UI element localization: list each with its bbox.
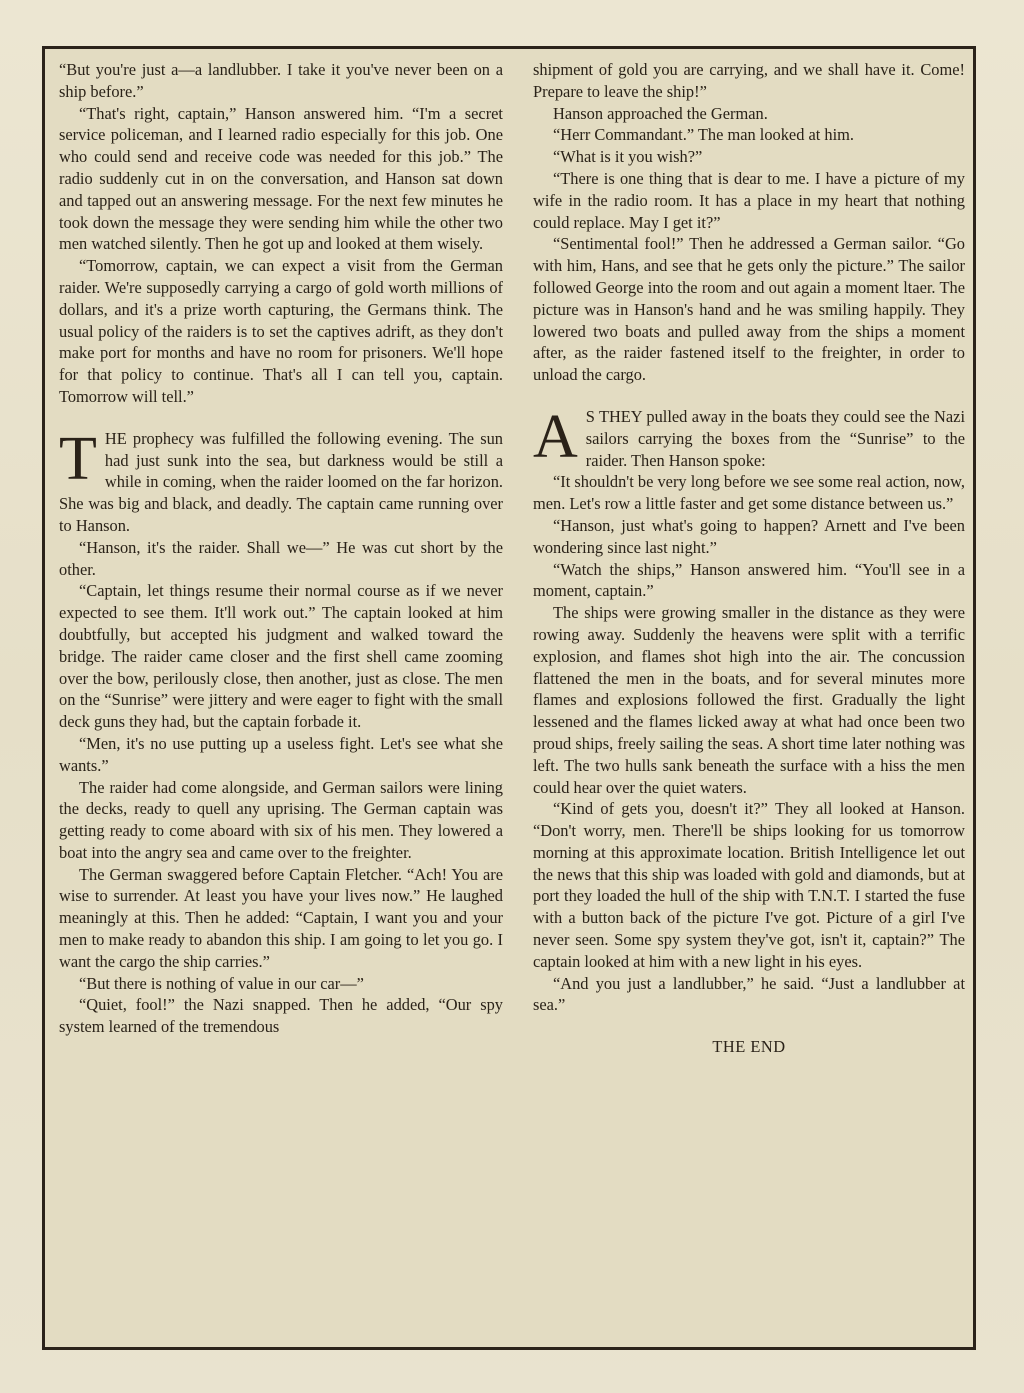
paragraph: “Kind of gets you, doesn't it?” They all looked at Hanson. “Don't worry, men. There'll be ships looking for us tomorrow morning at this approximate location. British Intelligence let out the news that this ship was loaded with gold and diamonds, but at port they loaded the hull of the ship with T.N.T. I started the fuse with a button back of the picture I've got. Picture of a girl I've never seen. Some spy system they've got, isn't it, captain?” The captain looked at him with a new light in his eyes. xyxy=(533,799,965,971)
drop-cap: A xyxy=(533,402,578,471)
right-column xyxy=(533,59,965,1058)
paragraph: “And you just a landlubber,” he said. “Just a landlubber at sea.” xyxy=(533,973,965,1015)
section-opening xyxy=(533,402,965,471)
section-opening xyxy=(59,424,503,537)
paragraph: “Hanson, just what's going to happen? Arnett and I've been wondering since last night.” xyxy=(533,515,965,557)
paragraph: The German swaggered before Captain Fletcher. “Ach! You are wise to surrender. At least you have your lives now.” He laughed meaningly at this. Then he added: “Captain, I want you and your men to make ready to abandon this ship. I am going to let you go. I want the cargo the ship carries.” xyxy=(59,864,503,971)
paragraph: “But there is nothing of value in our car—” xyxy=(79,973,364,993)
paragraph: “Herr Commandant.” The man looked at him. xyxy=(553,125,855,145)
end-marker: THE END xyxy=(712,1037,786,1057)
text-frame xyxy=(42,46,976,1350)
paragraph: “Quiet, fool!” the Nazi snapped. Then he added, “Our spy system learned of the tremendous xyxy=(59,995,503,1037)
section-first-text: S THEY pulled away in the boats they could see the Nazi sailors carrying the boxes from the “Sunrise” to the raider. Then Hanson spoke: xyxy=(585,406,965,470)
paragraph: “It shouldn't be very long before we see some real action, now, men. Let's row a little faster and get some distance between us.” xyxy=(533,472,965,514)
paragraph: “Sentimental fool!” Then he addressed a German sailor. “Go with him, Hans, and see that he gets only the picture.” The sailor followed George into the room and out again a moment ltaer. The picture was in Hanson's hand and he was smiling happily. They lowered two boats and pulled away from the ships a moment after, as the raider fastened itself to the freighter, in order to unload the cargo. xyxy=(533,234,965,385)
paragraph: “Captain, let things resume their normal course as if we never expected to see them. It'll work out.” The captain looked at him doubtfully, but accepted his judgment and walked toward the bridge. The raider came closer and the first shell came zooming over the bow, perilously close, then another, just as close. The men on the “Sunrise” were jittery and were eager to fight with the small deck guns they had, but the captain forbade it. xyxy=(59,581,503,732)
paragraph: “Tomorrow, captain, we can expect a visit from the German raider. We're supposedly carrying a cargo of gold worth millions of dollars, and it's a prize worth capturing, the Germans think. The usual policy of the raiders is to set the captives adrift, as they don't make port for months and have no room for prisoners. We'll hope for that policy to continue. That's all I can tell you, captain. Tomorrow will tell.” xyxy=(59,256,503,406)
left-column xyxy=(59,59,503,1038)
paragraph: “What is it you wish?” xyxy=(553,147,703,167)
paragraph: “Watch the ships,” Hanson answered him. “You'll see in a moment, captain.” xyxy=(533,559,965,601)
drop-cap: T xyxy=(59,424,97,493)
section-gap xyxy=(533,386,965,406)
paragraph: The ships were growing smaller in the distance as they were rowing away. Suddenly the heavens were split with a terrific explosion, and flames shot high into the air. The concussion flattened the men in the boats, and for several minutes more flames and explosions followed the first. Gradually the light lessened and the flames licked away at what had once been two proud ships, freely sailing the seas. A short time later nothing was left. The two hulls sank beneath the surface with a hiss the men could hear over the quiet waters. xyxy=(533,603,965,797)
paragraph: “But you're just a—a landlubber. I take it you've never been on a ship before.” xyxy=(59,60,503,101)
paragraph: The raider had come alongside, and German sailors were lining the decks, ready to quell any uprising. The German captain was getting ready to come aboard with six of his men. They lowered a boat into the angry sea and came over to the freighter. xyxy=(59,777,503,862)
section-gap xyxy=(59,408,503,428)
paragraph: Hanson approached the German. xyxy=(553,103,768,123)
paragraph: “That's right, captain,” Hanson answered him. “I'm a secret service policeman, and I learned radio especially for this job. One who could send and receive code was needed for this job.” The radio suddenly cut in on the conversation, and Hanson sat down and tapped out an answering message. For the next few minutes he took down the message they were sending him while the other two men watched silently. Then he got up and looked at them wisely. xyxy=(59,103,503,254)
section-first-text: HE prophecy was fulfilled the following evening. The sun had just sunk into the sea, but darkness would be still a while in coming, when the raider loomed on the far horizon. She was big and black, and deadly. The captain came running over to Hanson. xyxy=(59,428,503,535)
paragraph: “Hanson, it's the raider. Shall we—” He was cut short by the other. xyxy=(59,537,503,579)
paragraph: “Men, it's no use putting up a useless fight. Let's see what she wants.” xyxy=(59,733,503,775)
paragraph: “There is one thing that is dear to me. I have a picture of my wife in the radio room. It has a place in my heart that nothing could replace. May I get it?” xyxy=(533,168,965,232)
paragraph: shipment of gold you are carrying, and we shall have it. Come! Prepare to leave the ship!” xyxy=(533,60,965,101)
